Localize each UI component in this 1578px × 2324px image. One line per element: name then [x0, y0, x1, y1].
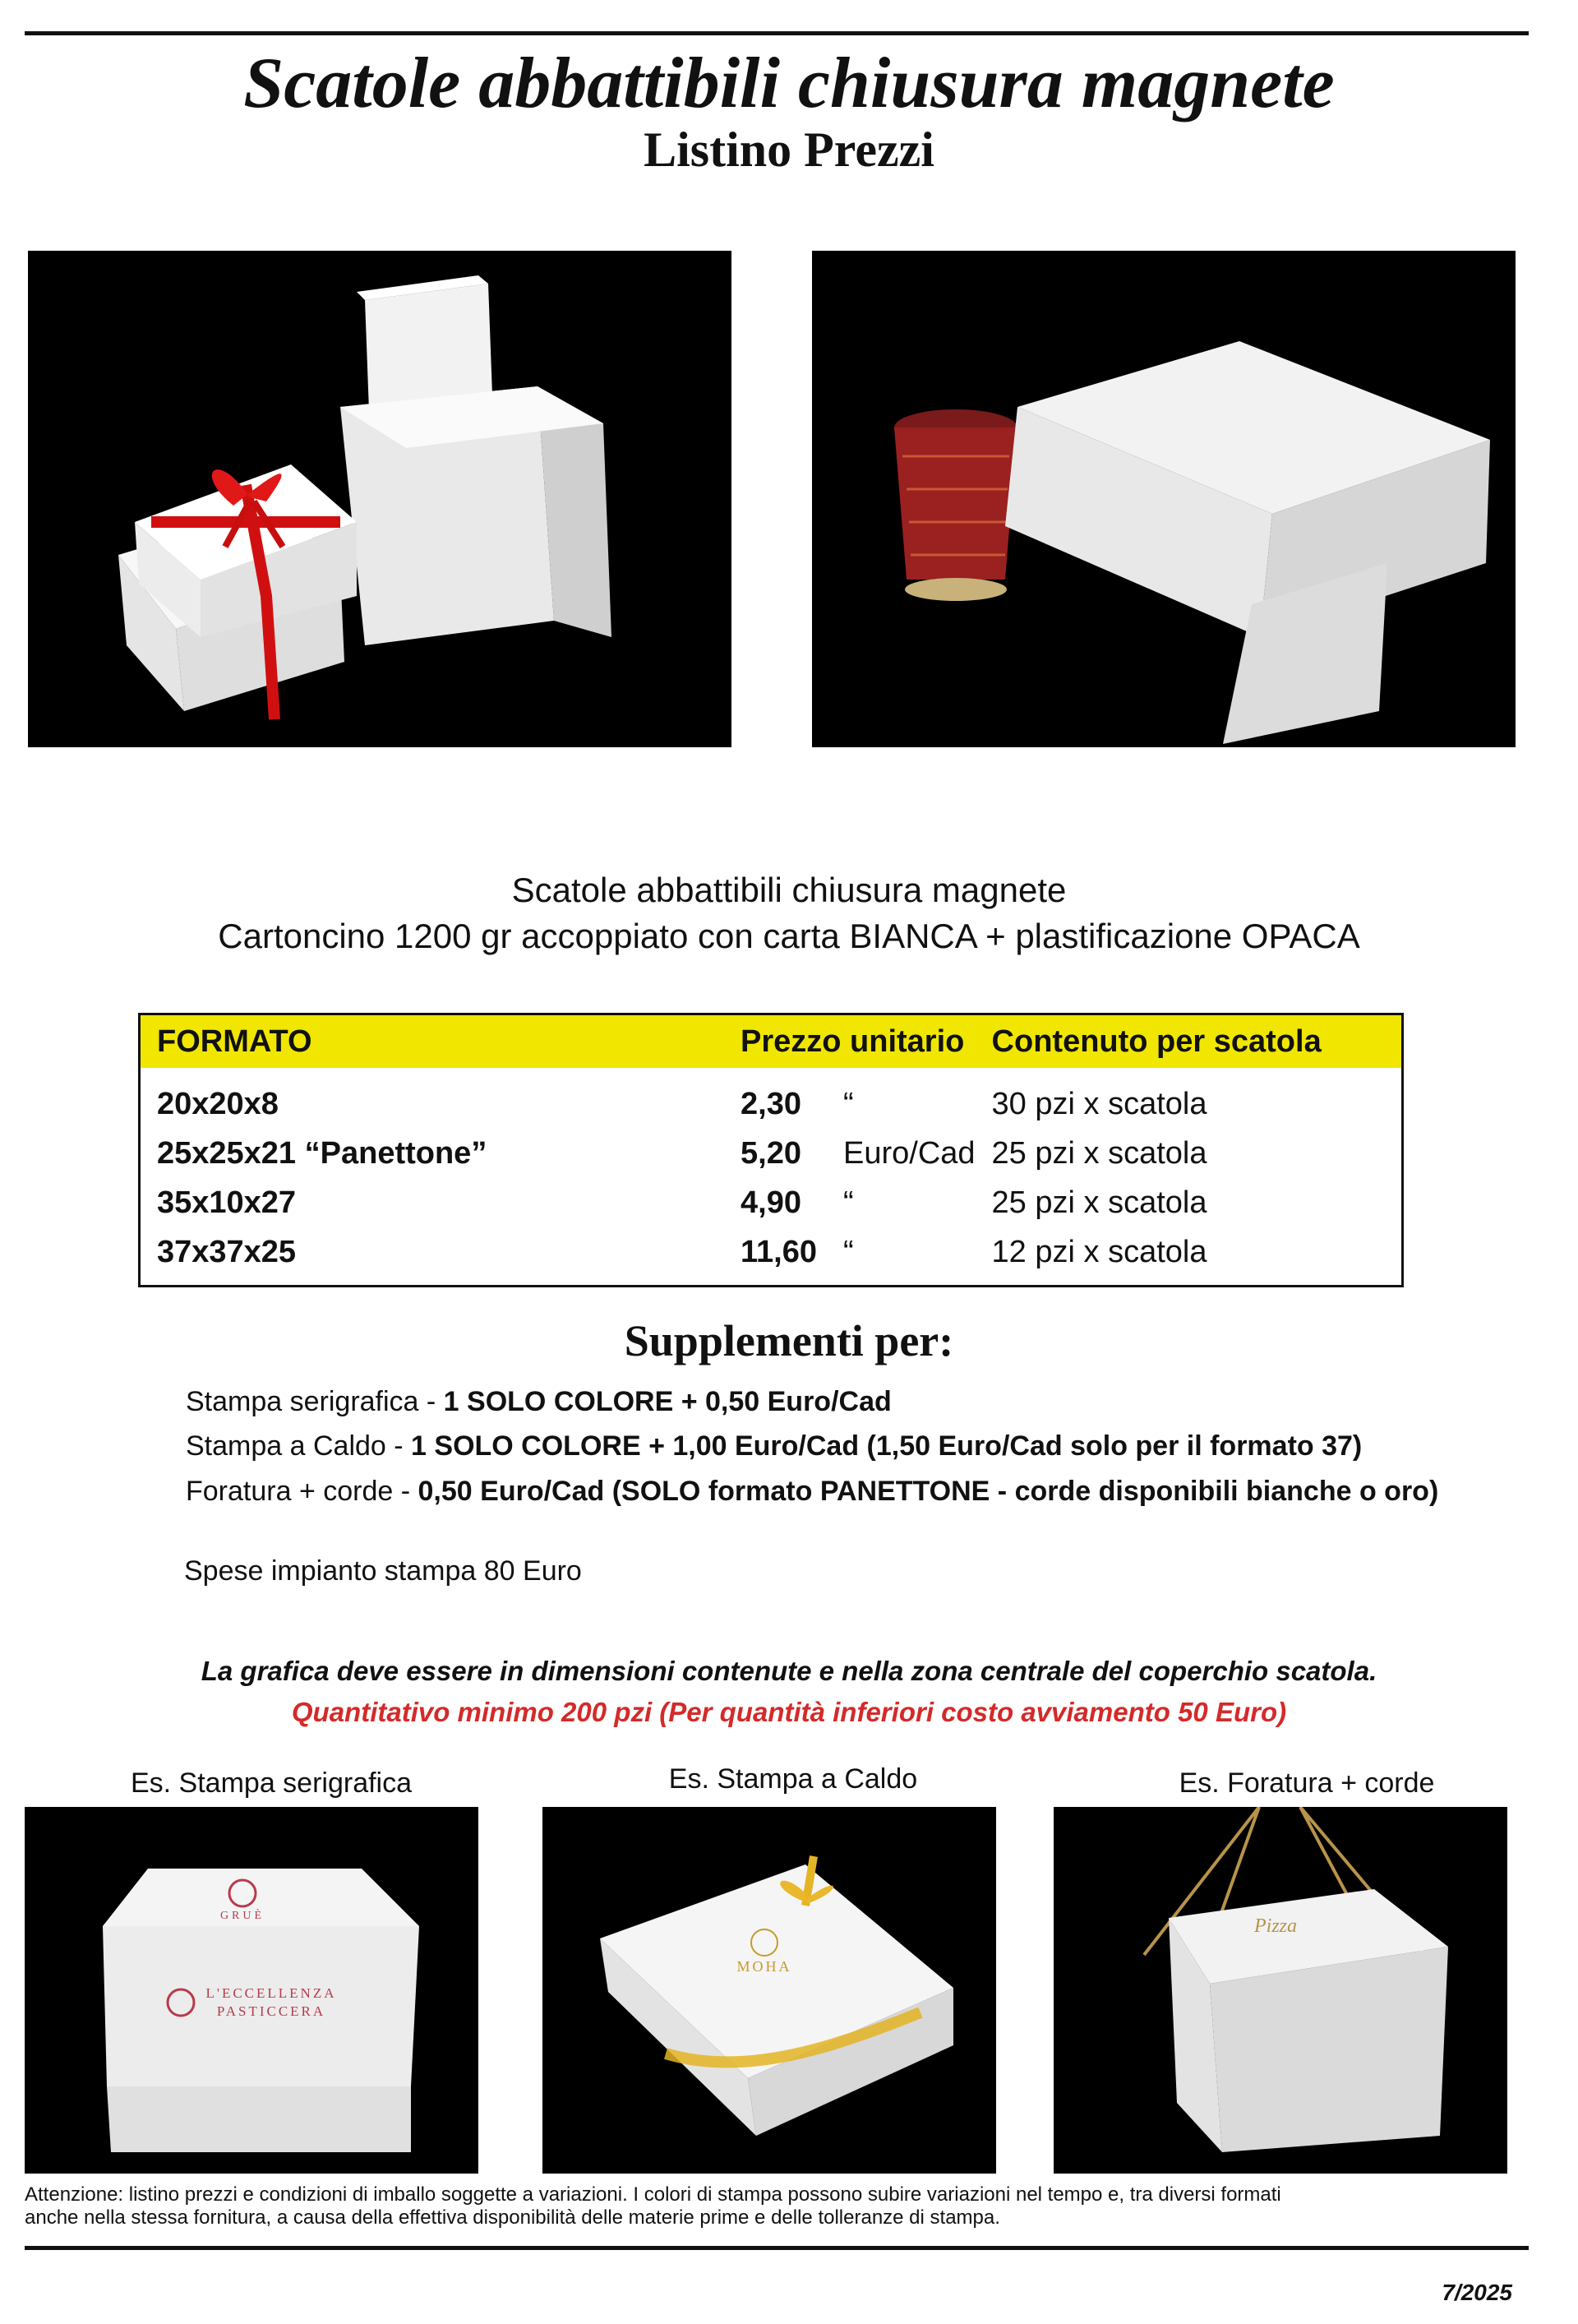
cell-unita: “: [843, 1185, 854, 1220]
example-photo-foratura: [1054, 1807, 1507, 2174]
table-row: [140, 1129, 1403, 1178]
price-table: [138, 1013, 1404, 1287]
cell-unita: Euro/Cad: [843, 1135, 976, 1171]
table-row: [140, 1068, 1403, 1129]
cell-formato: 20x20x8: [157, 1086, 279, 1121]
page-number: 7/2025: [1442, 2280, 1512, 2305]
cell-prezzo: 5,20: [741, 1135, 801, 1171]
table-row: [140, 1178, 1403, 1227]
cell-prezzo: 4,90: [741, 1185, 801, 1220]
cell-prezzo: 11,60: [741, 1234, 817, 1269]
example-caption-foratura: Es. Foratura + corde: [1179, 1767, 1435, 1799]
example-caption-serigrafica: Es. Stampa serigrafica: [130, 1767, 413, 1799]
minimum-quantity-note: Quantitativo minimo 200 pzi (Per quantità inferiori costo avviamento 50 Euro): [291, 1697, 1287, 1727]
page-subtitle: Listino Prezzi: [644, 122, 934, 177]
supplement-label: Foratura + corde -: [186, 1476, 418, 1507]
supplement-label: Stampa serigrafica -: [186, 1386, 444, 1417]
disclaimer-line-1: Attenzione: listino prezzi e condizioni di imballo soggette a variazioni. I colori di stampa possono subire variazioni nel tempo e, tra diversi formati: [25, 2183, 1281, 2206]
example-photo-serigrafica: [25, 1807, 478, 2174]
cell-prezzo: 2,30: [741, 1086, 801, 1121]
bottom-rule: [25, 2246, 1529, 2250]
example-text-pasticcera: PASTICCERA: [216, 2003, 326, 2019]
supplement-foratura: [186, 1476, 1438, 1508]
example-caption-caldo: Es. Stampa a Caldo: [668, 1763, 918, 1795]
col-formato: FORMATO: [140, 1014, 725, 1069]
cell-formato: 37x37x25: [157, 1234, 297, 1269]
supplement-caldo: [186, 1430, 1362, 1462]
supplement-value: 0,50 Euro/Cad (SOLO formato PANETTONE - corde disponibili bianche o oro): [418, 1476, 1439, 1507]
example-brand-grue: GRUÈ: [219, 1910, 265, 1922]
cell-contenuto: 12 pzi x scatola: [991, 1234, 1207, 1269]
product-material: Cartoncino 1200 gr accoppiato con carta BIANCA + plastificazione OPACA: [218, 917, 1360, 955]
cell-unita: “: [843, 1086, 854, 1121]
disclaimer-line-2: anche nella stessa fornitura, a causa della effettiva disponibilità delle materie prime e delle tolleranze di stampa.: [25, 2206, 1000, 2229]
cell-formato: 35x10x27: [157, 1185, 297, 1220]
example-text-eccellenza: L'ECCELLENZA: [205, 1985, 337, 2001]
table-row: [140, 1227, 1403, 1287]
page-title: Scatole abbattibili chiusura magnete: [243, 44, 1335, 123]
col-contenuto: Contenuto per scatola: [976, 1014, 1403, 1069]
cell-contenuto: 25 pzi x scatola: [991, 1185, 1207, 1220]
supplement-label: Stampa a Caldo -: [186, 1430, 412, 1462]
top-rule: [25, 31, 1529, 35]
product-photo-gift-boxes: [28, 251, 731, 747]
supplements-title: Supplementi per:: [624, 1316, 954, 1365]
supplement-serigrafica: [186, 1386, 892, 1418]
cell-contenuto: 25 pzi x scatola: [991, 1135, 1207, 1171]
example-brand-moha: MOHA: [736, 1958, 792, 1975]
table-header-row: [140, 1014, 1403, 1069]
graphic-note: La grafica deve essere in dimensioni contenute e nella zona centrale del coperchio scatola.: [201, 1656, 1377, 1686]
supplement-value: 1 SOLO COLORE + 1,00 Euro/Cad (1,50 Euro/Cad solo per il formato 37): [411, 1430, 1363, 1462]
example-photo-caldo: [542, 1807, 996, 2174]
product-photo-box-with-candle: [812, 251, 1516, 747]
footer-disclaimer: [25, 2183, 1545, 2229]
setup-cost: Spese impianto stampa 80 Euro: [184, 1555, 582, 1587]
supplement-value: 1 SOLO COLORE + 0,50 Euro/Cad: [443, 1386, 892, 1417]
cell-unita: “: [843, 1234, 854, 1269]
cell-formato: 25x25x21 “Panettone”: [157, 1135, 487, 1171]
product-name: Scatole abbattibili chiusura magnete: [511, 871, 1067, 909]
col-prezzo: Prezzo unitario: [724, 1014, 976, 1069]
cell-contenuto: 30 pzi x scatola: [991, 1086, 1207, 1121]
example-brand-pizza: Pizza: [1253, 1915, 1298, 1937]
